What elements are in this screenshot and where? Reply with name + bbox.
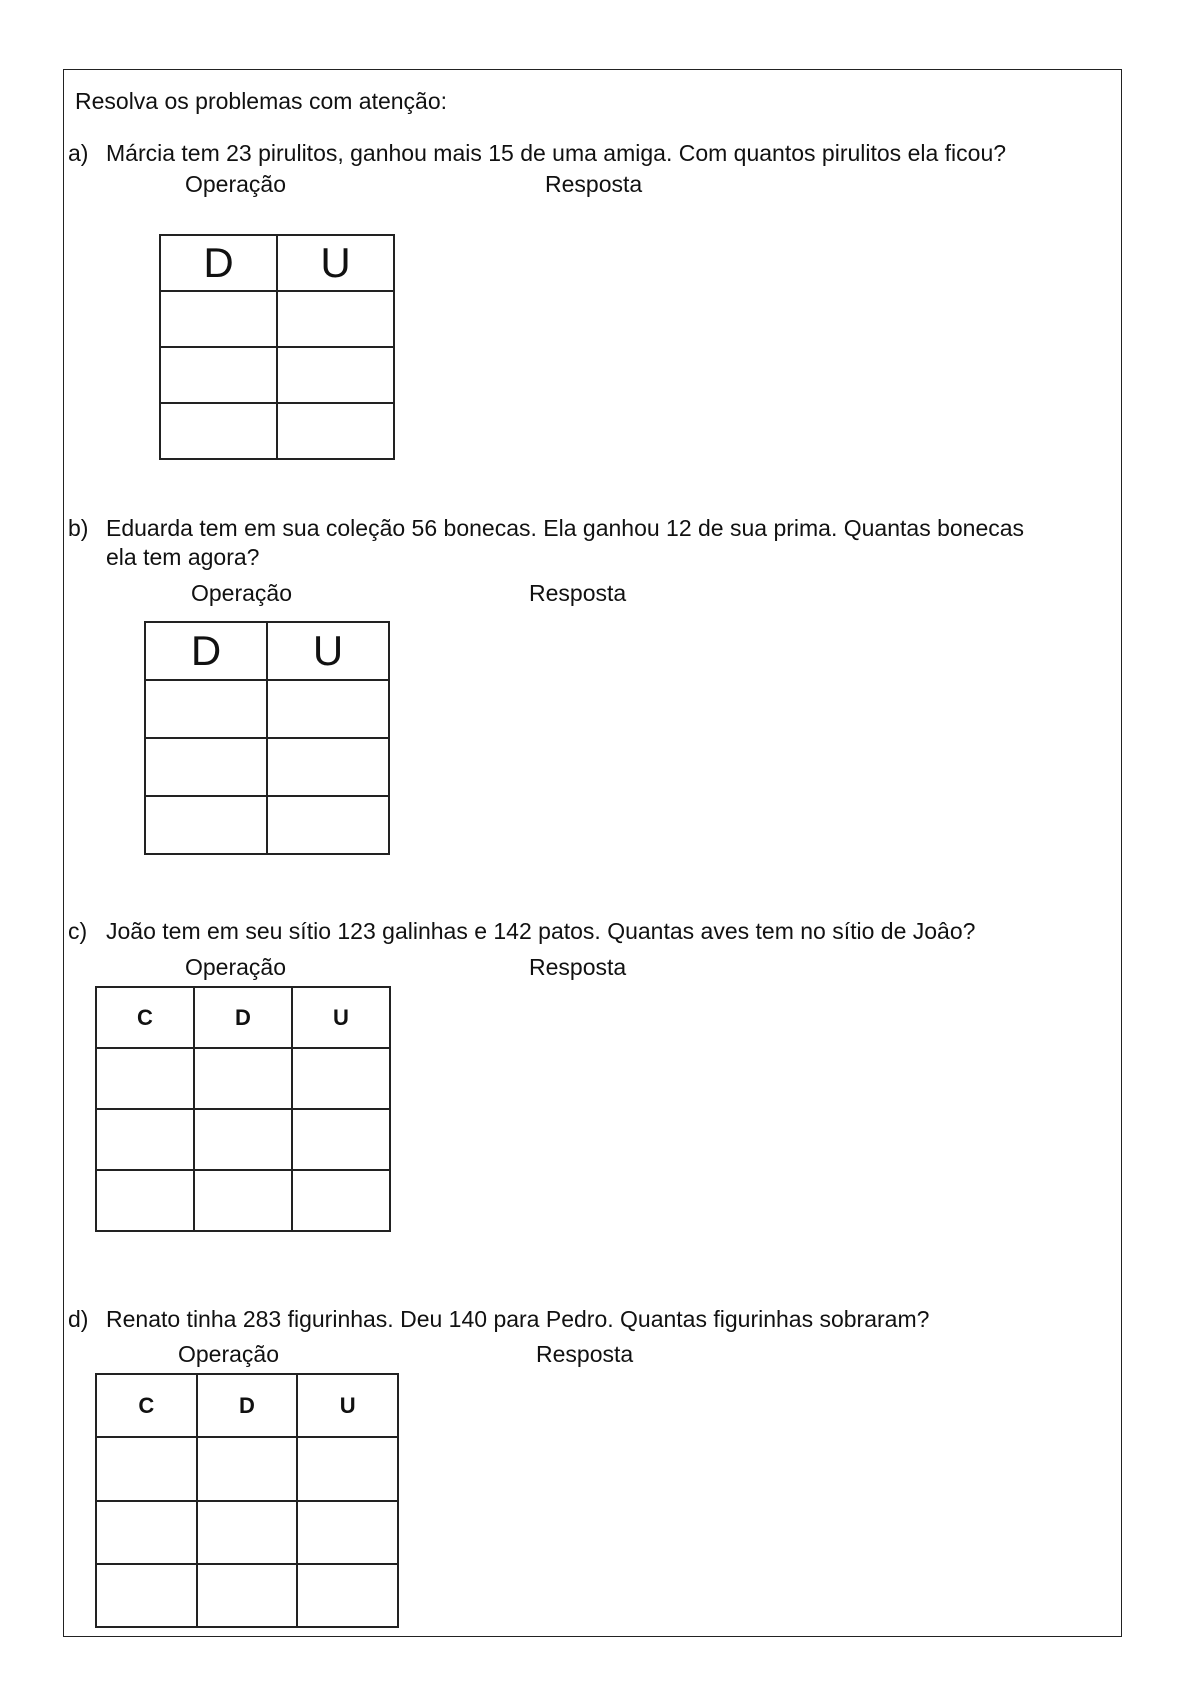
problem-d-place-value-grid xyxy=(95,1373,399,1628)
grid-cell[interactable] xyxy=(96,1048,194,1109)
grid-cell[interactable] xyxy=(267,796,389,854)
problem-b-place-value-grid xyxy=(144,621,390,855)
problem-b-text: Eduarda tem em sua coleção 56 bonecas. Ela ganhou 12 de sua prima. Quantas bonecas xyxy=(106,515,1025,541)
problem-d-operation-label: Operação xyxy=(178,1341,280,1367)
grid-cell[interactable] xyxy=(197,1437,298,1500)
grid-cell[interactable] xyxy=(297,1564,398,1627)
grid-cell[interactable] xyxy=(194,1048,292,1109)
grid-cell[interactable] xyxy=(292,1109,390,1170)
grid-header-unidade: U xyxy=(297,1374,398,1437)
problem-d-letter: d) xyxy=(68,1306,89,1332)
grid-cell[interactable] xyxy=(277,403,394,459)
grid-cell[interactable] xyxy=(96,1109,194,1170)
grid-cell[interactable] xyxy=(160,291,277,347)
problem-c-letter: c) xyxy=(68,918,88,944)
grid-header-unidade: U xyxy=(277,235,394,291)
grid-cell[interactable] xyxy=(292,1170,390,1231)
problem-a-operation-label: Operação xyxy=(185,171,287,197)
grid-cell[interactable] xyxy=(160,347,277,403)
grid-header-dezena: D xyxy=(160,235,277,291)
grid-header-unidade: U xyxy=(292,987,390,1048)
grid-header-centena: C xyxy=(96,1374,197,1437)
instructions-heading: Resolva os problemas com atenção: xyxy=(75,88,448,114)
problem-c-place-value-grid xyxy=(95,986,391,1232)
grid-header-unidade: U xyxy=(267,622,389,680)
grid-cell[interactable] xyxy=(197,1501,298,1564)
grid-cell[interactable] xyxy=(96,1564,197,1627)
grid-header-dezena: D xyxy=(145,622,267,680)
problem-d-answer-label: Resposta xyxy=(536,1341,634,1367)
problem-c-operation-label: Operação xyxy=(185,954,287,980)
grid-cell[interactable] xyxy=(194,1109,292,1170)
grid-cell[interactable] xyxy=(297,1501,398,1564)
grid-cell[interactable] xyxy=(267,738,389,796)
problem-c-text: João tem em seu sítio 123 galinhas e 142 patos. Quantas aves tem no sítio de Joâo? xyxy=(106,918,976,944)
problem-a-place-value-grid xyxy=(159,234,395,460)
grid-cell[interactable] xyxy=(194,1170,292,1231)
grid-cell[interactable] xyxy=(292,1048,390,1109)
grid-cell[interactable] xyxy=(145,738,267,796)
problem-b-text-line2: ela tem agora? xyxy=(106,544,260,570)
grid-header-dezena: D xyxy=(194,987,292,1048)
problem-d-text: Renato tinha 283 figurinhas. Deu 140 para Pedro. Quantas figurinhas sobraram? xyxy=(106,1306,930,1332)
grid-cell[interactable] xyxy=(297,1437,398,1500)
grid-cell[interactable] xyxy=(267,680,389,738)
problem-a-letter: a) xyxy=(68,140,89,166)
grid-cell[interactable] xyxy=(277,347,394,403)
grid-cell[interactable] xyxy=(277,291,394,347)
grid-cell[interactable] xyxy=(160,403,277,459)
grid-cell[interactable] xyxy=(96,1170,194,1231)
grid-cell[interactable] xyxy=(197,1564,298,1627)
problem-c-answer-label: Resposta xyxy=(529,954,627,980)
problem-a-answer-label: Resposta xyxy=(545,171,643,197)
grid-cell[interactable] xyxy=(96,1437,197,1500)
grid-cell[interactable] xyxy=(96,1501,197,1564)
grid-header-dezena: D xyxy=(197,1374,298,1437)
problem-b-letter: b) xyxy=(68,515,89,541)
problem-b-answer-label: Resposta xyxy=(529,580,627,606)
grid-cell[interactable] xyxy=(145,680,267,738)
problem-b-operation-label: Operação xyxy=(191,580,293,606)
grid-header-centena: C xyxy=(96,987,194,1048)
grid-cell[interactable] xyxy=(145,796,267,854)
problem-a-text: Márcia tem 23 pirulitos, ganhou mais 15 de uma amiga. Com quantos pirulitos ela ficou? xyxy=(106,140,1007,166)
